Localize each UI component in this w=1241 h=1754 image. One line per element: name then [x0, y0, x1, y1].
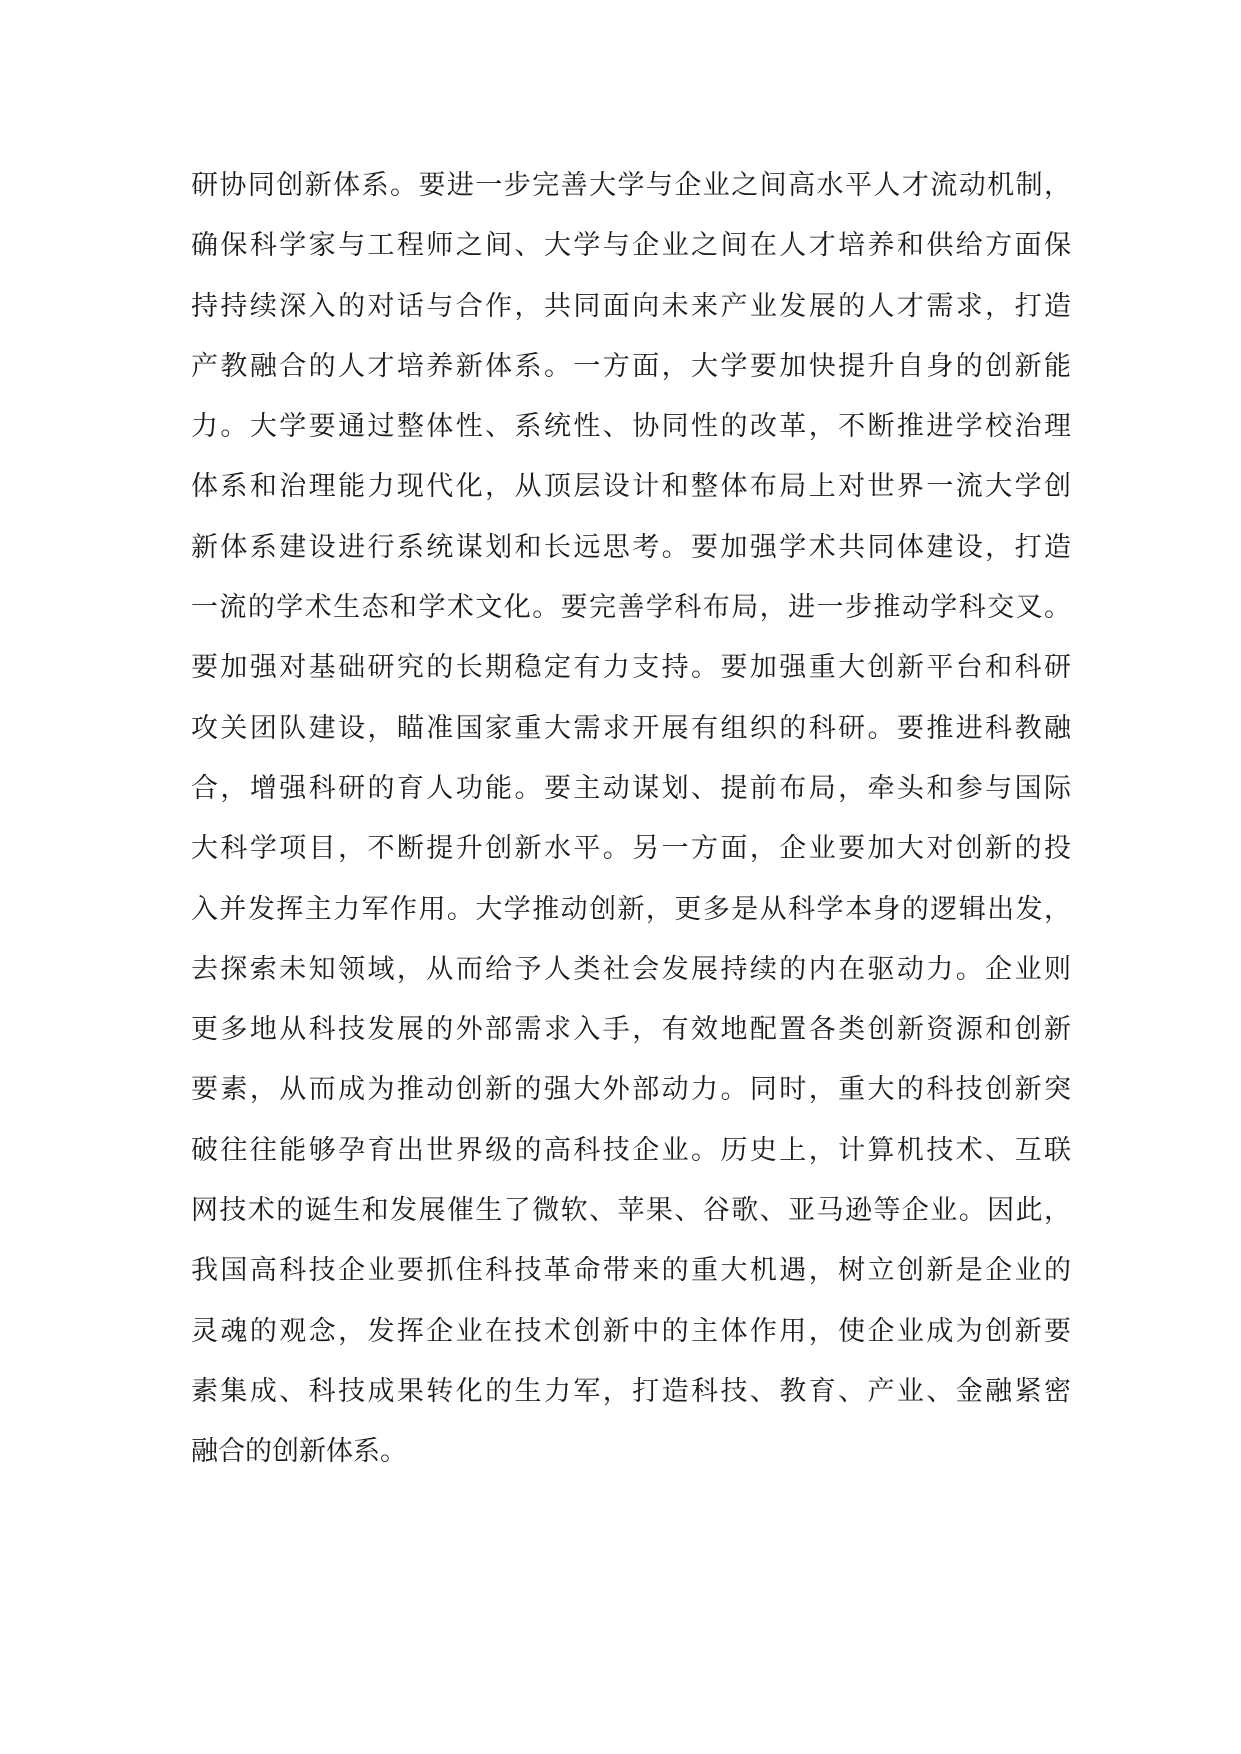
- text-line: 破往往能够孕育出世界级的高科技企业。历史上，计算机技术、互联: [191, 1134, 1071, 1166]
- text-line: 攻关团队建设，瞄准国家重大需求开展有组织的科研。要推进科教融: [191, 712, 1071, 744]
- text-line: 灵魂的观念，发挥企业在技术创新中的主体作用，使企业成为创新要: [191, 1315, 1071, 1347]
- text-line: 持持续深入的对话与合作，共同面向未来产业发展的人才需求，打造: [191, 290, 1071, 322]
- text-line: 新体系建设进行系统谋划和长远思考。要加强学术共同体建设，打造: [191, 531, 1071, 563]
- body-paragraph: [191, 156, 1071, 1483]
- text-line: 素集成、科技成果转化的生力军，打造科技、教育、产业、金融紧密: [191, 1375, 1071, 1407]
- text-line: 更多地从科技发展的外部需求入手，有效地配置各类创新资源和创新: [191, 1014, 1071, 1046]
- text-line: 去探索未知领域，从而给予人类社会发展持续的内在驱动力。企业则: [191, 953, 1071, 985]
- text-line: 我国高科技企业要抓住科技革命带来的重大机遇，树立创新是企业的: [191, 1255, 1071, 1287]
- text-line: 一流的学术生态和学术文化。要完善学科布局，进一步推动学科交叉。: [191, 592, 1071, 624]
- text-line: 要素，从而成为推动创新的强大外部动力。同时，重大的科技创新突: [191, 1074, 1071, 1106]
- text-line: 确保科学家与工程师之间、大学与企业之间在人才培养和供给方面保: [191, 230, 1071, 262]
- text-line: 入并发挥主力军作用。大学推动创新，更多是从科学本身的逻辑出发，: [191, 893, 1071, 925]
- text-line: 大科学项目，不断提升创新水平。另一方面，企业要加大对创新的投: [191, 833, 1071, 865]
- text-line: 网技术的诞生和发展催生了微软、苹果、谷歌、亚马逊等企业。因此，: [191, 1195, 1071, 1227]
- text-line: 力。大学要通过整体性、系统性、协同性的改革，不断推进学校治理: [191, 411, 1071, 443]
- text-line: 产教融合的人才培养新体系。一方面，大学要加快提升自身的创新能: [191, 350, 1071, 382]
- text-line: 体系和治理能力现代化，从顶层设计和整体布局上对世界一流大学创: [191, 471, 1071, 503]
- text-line: 研协同创新体系。要进一步完善大学与企业之间高水平人才流动机制，: [191, 170, 1071, 201]
- text-line: 融合的创新体系。: [191, 1436, 407, 1468]
- text-line: 要加强对基础研究的长期稳定有力支持。要加强重大创新平台和科研: [191, 652, 1071, 684]
- text-line: 合，增强科研的育人功能。要主动谋划、提前布局，牵头和参与国际: [191, 772, 1071, 804]
